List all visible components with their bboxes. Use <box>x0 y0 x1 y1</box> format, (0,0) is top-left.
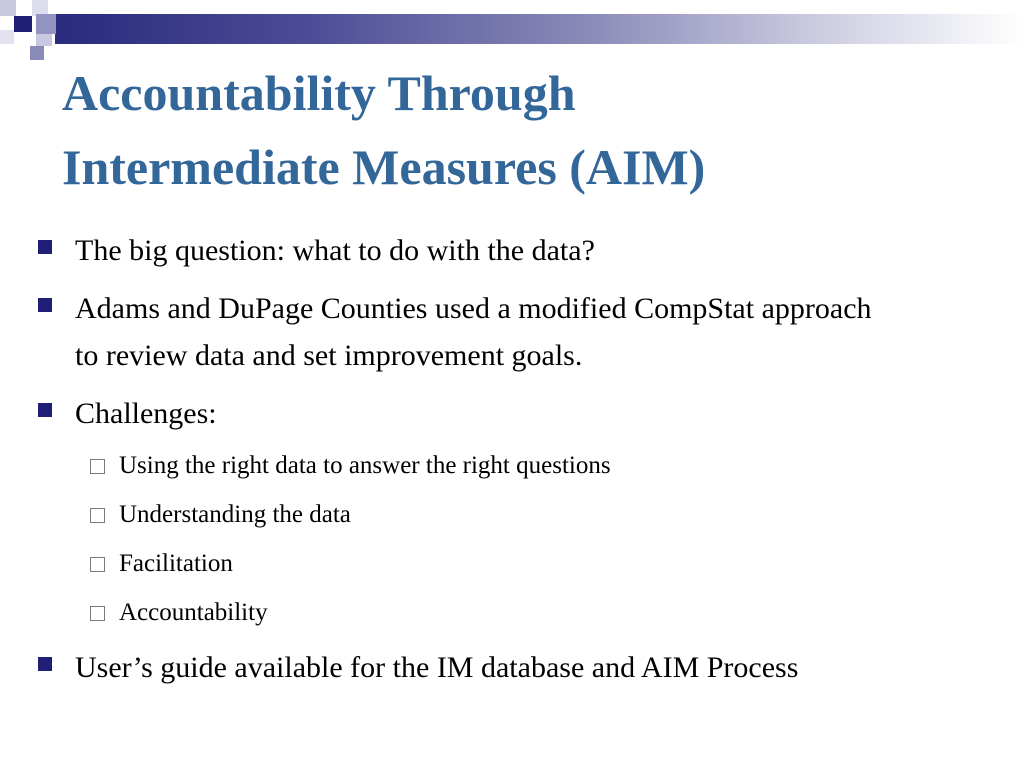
sub-bullet-text: Facilitation <box>119 550 233 577</box>
slide-title-line2: Intermediate Measures (AIM) <box>62 139 706 195</box>
bullet-text: The big question: what to do with the data? <box>75 234 595 267</box>
square-bullet-icon <box>38 657 52 671</box>
sub-bullet-text: Using the right data to answer the right questions <box>119 452 611 479</box>
hollow-square-bullet-icon <box>90 508 105 523</box>
square-bullet-icon <box>38 403 52 417</box>
sub-bullet-text: Understanding the data <box>119 501 351 528</box>
bullet-text: Challenges: <box>75 397 217 430</box>
bullet-text: Adams and DuPage Counties used a modified CompStat approach to review data and set improvement goals. <box>75 292 872 372</box>
hollow-square-bullet-icon <box>90 606 105 621</box>
square-bullet-icon <box>38 298 52 312</box>
hollow-square-bullet-icon <box>90 557 105 572</box>
sub-bullet-text: Accountability <box>119 599 268 626</box>
bullet-text: User’s guide available for the IM database and AIM Process <box>75 651 799 684</box>
square-bullet-icon <box>38 240 52 254</box>
slide-title-line1: Accountability Through <box>62 65 576 121</box>
hollow-square-bullet-icon <box>90 459 105 474</box>
